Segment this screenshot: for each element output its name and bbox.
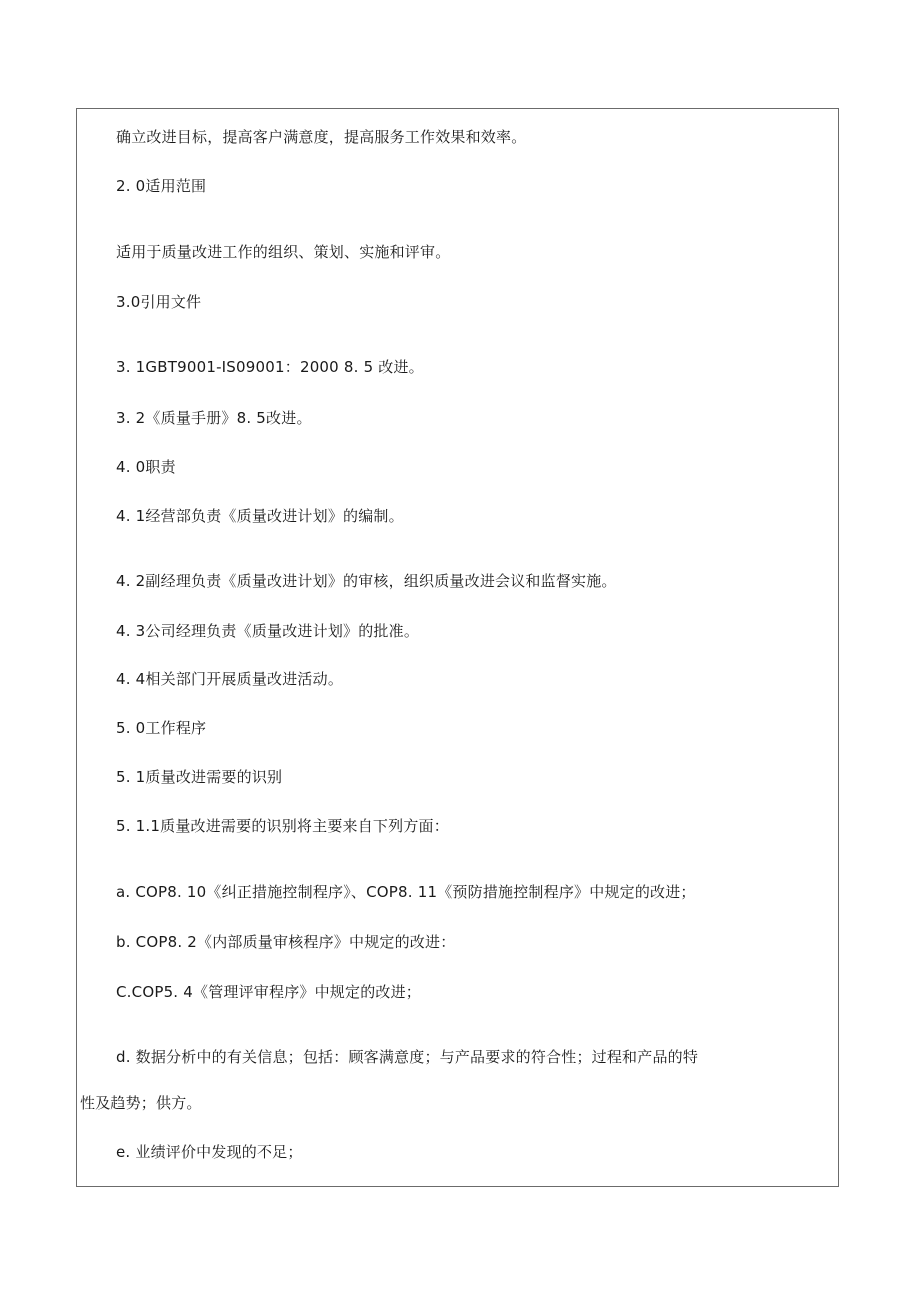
text-line: 确立改进目标，提高客户满意度，提高服务工作效果和效率。: [116, 128, 527, 146]
list-item-continuation: 性及趋势；供方。: [80, 1094, 202, 1112]
list-item: d. 数据分析中的有关信息；包括：顾客满意度；与产品要求的符合性；过程和产品的特: [116, 1048, 699, 1066]
text-line: 4. 1经营部负责《质量改进计划》的编制。: [116, 507, 404, 525]
text-line: 3. 1GBT9001-IS09001：2000 8. 5 改进。: [116, 358, 424, 376]
section-heading: 4. 0职责: [116, 458, 176, 476]
text-line: 4. 4相关部门开展质量改进活动。: [116, 670, 344, 688]
text-line: 3. 2《质量手册》8. 5改进。: [116, 409, 312, 427]
section-heading: 3.0引用文件: [116, 293, 202, 311]
text-line: 4. 2副经理负责《质量改进计划》的审核，组织质量改进会议和监督实施。: [116, 572, 617, 590]
text-line: 适用于质量改进工作的组织、策划、实施和评审。: [116, 243, 451, 261]
list-item: a. COP8. 10《纠正措施控制程序》、COP8. 11《预防措施控制程序》中规定的改进；: [116, 883, 696, 901]
section-heading: 2. 0适用范围: [116, 177, 207, 195]
text-line: 5. 1质量改进需要的识别: [116, 768, 283, 786]
text-line: 4. 3公司经理负责《质量改进计划》的批准。: [116, 622, 420, 640]
list-item: e. 业绩评价中发现的不足；: [116, 1143, 303, 1161]
section-heading: 5. 0工作程序: [116, 719, 207, 737]
text-line: 5. 1.1质量改进需要的识别将主要来自下列方面：: [116, 817, 449, 835]
document-frame: [76, 108, 839, 1187]
list-item: b. COP8. 2《内部质量审核程序》中规定的改进：: [116, 933, 456, 951]
list-item: C.COP5. 4《管理评审程序》中规定的改进；: [116, 983, 421, 1001]
